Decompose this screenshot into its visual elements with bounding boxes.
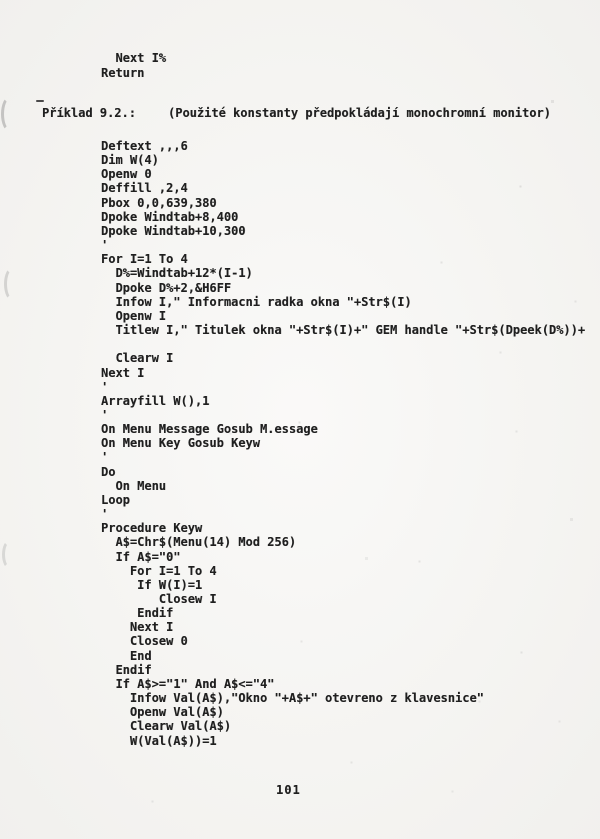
code-line: On Menu Message Gosub M.essage (101, 422, 318, 437)
code-line: D%=Windtab+12*(I-1) (101, 266, 253, 281)
code-line: ' (101, 507, 109, 522)
example-note: (Použité konstanty předpokládají monochromní monitor) (168, 106, 551, 120)
scan-artifact-mark (4, 267, 21, 301)
code-line: ' (101, 238, 109, 253)
code-line: Dim W(4) (101, 153, 159, 168)
code-line: Closew I (101, 592, 217, 606)
code-line: Dpoke D%+2,&H6FF (101, 280, 232, 295)
code-line: Dpoke Windtab+8,400 (101, 209, 239, 224)
code-listing (101, 139, 585, 748)
code-line: Infow I," Informacni radka okna "+Str$(I) (101, 294, 412, 309)
code-line: Closew 0 (101, 634, 188, 649)
code-line: Arrayfill W(),1 (101, 393, 210, 408)
code-line: Pbox 0,0,639,380 (101, 195, 217, 210)
code-line: On Menu (101, 478, 167, 493)
code-line: Titlew I," Titulek okna "+Str$(I)+" GEM handle "+Str$(Dpeek(D%))+ (101, 323, 586, 338)
code-line: Openw I (101, 308, 167, 323)
code-line: ' (101, 379, 109, 394)
code-line: Openw Val(A$) (101, 705, 224, 720)
code-line: Loop (101, 492, 130, 507)
pencil-dash-mark (36, 100, 44, 102)
example-heading (42, 106, 582, 122)
code-line: For I=1 To 4 (101, 563, 217, 578)
code-line: Infow Val(A$),"Okno "+A$+" otevreno z klavesnice" (101, 691, 484, 706)
example-label: Příklad 9.2.: (42, 106, 136, 120)
code-line: Next I (101, 620, 174, 635)
code-line: Return (101, 66, 145, 80)
scan-artifact-mark (1, 96, 19, 132)
code-line: End (101, 648, 152, 663)
code-line: Next I% (101, 51, 167, 65)
code-line: Endif (101, 606, 174, 621)
code-line: Deffill ,2,4 (101, 181, 188, 196)
top-code-block (101, 51, 166, 81)
code-line (101, 337, 585, 351)
code-line: On Menu Key Gosub Keyw (101, 436, 260, 451)
code-line: If A$>="1" And A$<="4" (101, 676, 275, 691)
scan-noise (0, 0, 1, 1)
code-line: ' (101, 450, 109, 465)
code-line: Openw 0 (101, 167, 152, 182)
code-line: W(Val(A$))=1 (101, 733, 217, 748)
code-line: If A$="0" (101, 549, 181, 564)
code-line: Procedure Keyw (101, 521, 203, 536)
code-line: Clearw I (101, 351, 174, 366)
code-line: Endif (101, 662, 152, 677)
code-line: ' (101, 407, 109, 422)
code-line: If W(I)=1 (101, 577, 203, 592)
scan-artifact-mark (2, 540, 17, 569)
code-line: For I=1 To 4 (101, 252, 188, 267)
code-line: Dpoke Windtab+10,300 (101, 223, 246, 238)
code-line: Next I (101, 365, 145, 380)
code-line: A$=Chr$(Menu(14) Mod 256) (101, 535, 297, 550)
code-line: Clearw Val(A$) (101, 719, 232, 734)
code-line: Deftext ,,,6 (101, 139, 188, 153)
page-number: 101 (276, 783, 301, 797)
code-line: Do (101, 464, 116, 479)
